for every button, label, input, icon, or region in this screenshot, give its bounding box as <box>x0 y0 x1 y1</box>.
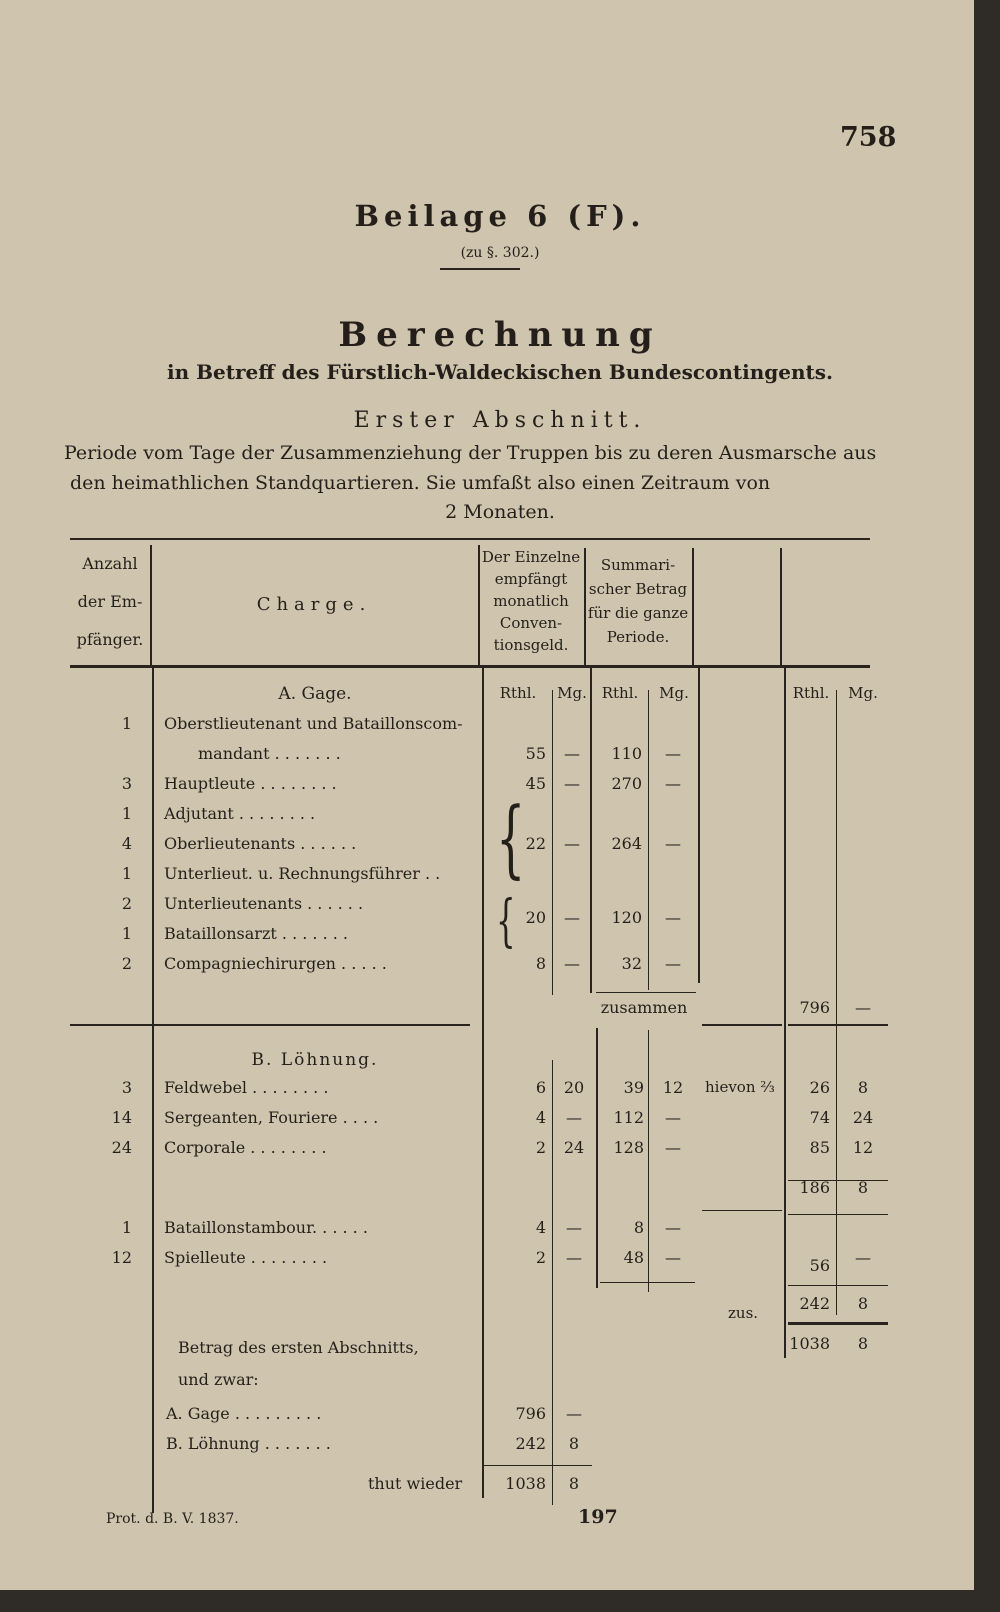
column-rule <box>698 668 700 983</box>
header-summary-line-1: Summari- <box>600 556 676 574</box>
column-rule <box>692 548 694 665</box>
summary-mg: — <box>665 954 681 973</box>
share-rthl: 26 <box>809 1078 830 1097</box>
row-rank: Hauptleute . . . . . . . . <box>164 774 337 793</box>
share-mg: 8 <box>857 1078 869 1097</box>
subtotal-rule <box>788 1285 888 1286</box>
header-monthly-line-5: tionsgeld. <box>493 636 569 654</box>
calculation-heading: Berechnung <box>338 315 662 355</box>
monthly-mg: 24 <box>563 1138 585 1157</box>
summary-rthl: 270 <box>611 774 642 793</box>
row-count: 1 <box>121 864 132 883</box>
title-rule <box>440 268 520 270</box>
row-count: 3 <box>121 1078 132 1097</box>
column-rule <box>552 1060 553 1505</box>
row-count: 1 <box>121 804 132 823</box>
monthly-rthl: 2 <box>535 1248 546 1267</box>
column-rule <box>836 690 837 1315</box>
header-count-line-1: Anzahl <box>82 554 138 573</box>
header-count-line-3: pfänger. <box>76 630 144 649</box>
section-divider-rule <box>70 1024 470 1026</box>
summary-mg: — <box>665 1218 681 1237</box>
summary-label: Betrag des ersten Abschnitts, <box>178 1338 419 1357</box>
section-a-total-rthl: 796 <box>799 998 830 1017</box>
period-description-line-1: Periode vom Tage der Zusammenziehung der Truppen bis zu deren Ausmarsche aus <box>64 442 877 464</box>
footer-source: Prot. d. B. V. 1837. <box>106 1511 239 1527</box>
header-monthly-line-4: Conven- <box>499 614 563 632</box>
thereof-note: hievon ⅔ <box>705 1078 775 1096</box>
row-rank: Unterlieutenants . . . . . . <box>164 894 364 913</box>
monthly-mg: — <box>566 1108 582 1127</box>
unit-label: Rthl. <box>792 684 830 702</box>
section-a-title: A. Gage. <box>278 684 352 704</box>
total-rule <box>482 1465 592 1466</box>
monthly-mg: — <box>564 954 580 973</box>
share-mg: 12 <box>852 1138 874 1157</box>
monthly-mg: — <box>564 744 580 763</box>
monthly-mg: — <box>564 774 580 793</box>
appendix-title: Beilage 6 (F). <box>354 199 646 233</box>
section-divider-rule <box>702 1024 782 1026</box>
share-mg: — <box>855 1248 871 1267</box>
monthly-rthl: 55 <box>525 744 546 763</box>
column-rule <box>596 1028 598 1288</box>
row-rank: Corporale . . . . . . . . <box>164 1138 327 1157</box>
row-count: 12 <box>111 1248 132 1267</box>
summary-mg: — <box>665 1248 681 1267</box>
monthly-rthl: 8 <box>535 954 546 973</box>
combined-label: zus. <box>728 1304 759 1322</box>
row-count: 1 <box>121 924 132 943</box>
unit-label: Rthl. <box>601 684 639 702</box>
row-count: 4 <box>121 834 132 853</box>
share-subtotal-mg: 8 <box>857 1178 869 1197</box>
section-b-total-rthl: 242 <box>799 1294 830 1313</box>
row-count: 1 <box>121 714 132 733</box>
monthly-mg: 20 <box>563 1078 585 1097</box>
section-divider-rule <box>788 1024 888 1026</box>
row-rank: Sergeanten, Fouriere . . . . <box>164 1108 379 1127</box>
subtotal-rule <box>596 992 696 993</box>
unit-label: Mg. <box>557 684 587 702</box>
group-brace: { <box>496 889 516 954</box>
summary-item-rthl: 796 <box>515 1404 546 1423</box>
section-a-subtotal-label: zusammen <box>600 998 688 1017</box>
summary-mg: — <box>665 1108 681 1127</box>
subtotal-rule <box>788 1214 888 1215</box>
row-count: 1 <box>121 1218 132 1237</box>
table-header-rule <box>70 665 870 668</box>
summary-mg: — <box>665 834 681 853</box>
summary-rthl: 48 <box>623 1248 644 1267</box>
header-summary-line-3: für die ganze <box>587 604 689 622</box>
group-brace: { <box>496 789 526 887</box>
summary-item-rthl: 242 <box>515 1434 546 1453</box>
summary-rthl: 112 <box>613 1108 644 1127</box>
monthly-rthl: 20 <box>525 908 546 927</box>
period-description-line-2: den heimathlichen Standquartieren. Sie umfaßt also einen Zeitraum von <box>70 472 771 494</box>
share-rthl: 56 <box>809 1256 830 1275</box>
monthly-rthl: 22 <box>525 834 546 853</box>
column-rule <box>648 690 649 990</box>
header-summary-line-2: scher Betrag <box>588 580 688 598</box>
row-rank: Oberstlieutenant und Bataillonscom- <box>164 714 463 733</box>
monthly-rthl: 2 <box>535 1138 546 1157</box>
monthly-mg: — <box>566 1248 582 1267</box>
summary-rthl: 120 <box>611 908 642 927</box>
grand-total-mg: 8 <box>857 1334 869 1353</box>
row-rank: Bataillonsarzt . . . . . . . <box>164 924 349 943</box>
summary-total-rthl: 1038 <box>505 1474 546 1493</box>
section-b-total-mg: 8 <box>857 1294 869 1313</box>
monthly-mg: — <box>566 1218 582 1237</box>
summary-item: B. Löhnung . . . . . . . <box>166 1434 331 1453</box>
share-mg: 24 <box>852 1108 874 1127</box>
row-rank: Oberlieutenants . . . . . . <box>164 834 357 853</box>
share-subtotal-rthl: 186 <box>799 1178 830 1197</box>
subtotal-rule <box>702 1210 782 1211</box>
monthly-rthl: 4 <box>535 1218 546 1237</box>
column-rule <box>152 668 154 1513</box>
row-count: 14 <box>111 1108 132 1127</box>
total-rule <box>788 1322 888 1325</box>
section-b-title: B. Löhnung. <box>251 1050 379 1070</box>
summary-rthl: 110 <box>611 744 642 763</box>
row-rank: Feldwebel . . . . . . . . <box>164 1078 329 1097</box>
summary-rthl: 32 <box>621 954 642 973</box>
calculation-subtitle: in Betreff des Fürstlich-Waldeckischen Bundescontingents. <box>166 360 833 384</box>
header-monthly-line-1: Der Einzelne <box>481 548 581 566</box>
row-rank: Unterlieut. u. Rechnungsführer . . <box>164 864 441 883</box>
summary-rthl: 128 <box>613 1138 644 1157</box>
footer-signature: 197 <box>578 1506 618 1528</box>
header-rank: Charge. <box>256 594 372 615</box>
column-rule <box>780 548 782 665</box>
unit-label: Mg. <box>848 684 878 702</box>
summary-mg: — <box>665 908 681 927</box>
summary-rthl: 264 <box>611 834 642 853</box>
section-a-total-mg: — <box>855 998 871 1017</box>
header-monthly-line-3: monatlich <box>493 592 569 610</box>
header-summary-line-4: Periode. <box>606 628 670 646</box>
table-top-rule <box>70 538 870 540</box>
unit-label: Mg. <box>659 684 689 702</box>
row-count: 2 <box>121 894 132 913</box>
summary-total-mg: 8 <box>568 1474 580 1493</box>
row-count: 2 <box>121 954 132 973</box>
row-rank: Compagniechirurgen . . . . . <box>164 954 387 973</box>
column-rule <box>648 1030 649 1292</box>
summary-item-mg: — <box>566 1404 582 1423</box>
scan-border-bottom <box>0 1590 1000 1612</box>
summary-rthl: 8 <box>633 1218 644 1237</box>
summary-label-continued: und zwar: <box>178 1370 259 1389</box>
summary-mg: — <box>665 1138 681 1157</box>
header-monthly-line-2: empfängt <box>494 570 568 588</box>
column-rule <box>552 690 553 995</box>
grand-total-rthl: 1038 <box>789 1334 830 1353</box>
unit-label: Rthl. <box>499 684 537 702</box>
row-count: 3 <box>121 774 132 793</box>
header-count-line-2: der Em- <box>77 592 143 611</box>
scan-border-right <box>974 0 1000 1612</box>
monthly-rthl: 6 <box>535 1078 546 1097</box>
summary-item: A. Gage . . . . . . . . . <box>166 1404 322 1423</box>
section-title: Erster Abschnitt. <box>353 408 647 433</box>
summary-item-mg: 8 <box>568 1434 580 1453</box>
row-rank-continued: mandant . . . . . . . <box>198 744 341 763</box>
page-number: 758 <box>840 122 897 153</box>
row-rank: Spielleute . . . . . . . . <box>164 1248 328 1267</box>
row-count: 24 <box>111 1138 132 1157</box>
summary-rthl: 39 <box>623 1078 644 1097</box>
summary-total-label: thut wieder <box>368 1474 463 1493</box>
row-rank: Adjutant . . . . . . . . <box>164 804 316 823</box>
monthly-mg: — <box>564 834 580 853</box>
summary-mg: 12 <box>662 1078 684 1097</box>
row-rank: Bataillonstambour. . . . . . <box>164 1218 368 1237</box>
share-rthl: 85 <box>809 1138 830 1157</box>
appendix-reference: (zu §. 302.) <box>460 245 540 261</box>
summary-mg: — <box>665 744 681 763</box>
period-description-line-3: 2 Monaten. <box>445 501 555 523</box>
summary-mg: — <box>665 774 681 793</box>
column-rule <box>590 668 592 993</box>
monthly-mg: — <box>564 908 580 927</box>
monthly-rthl: 45 <box>525 774 546 793</box>
monthly-rthl: 4 <box>535 1108 546 1127</box>
subtotal-rule <box>600 1282 695 1283</box>
share-rthl: 74 <box>809 1108 830 1127</box>
